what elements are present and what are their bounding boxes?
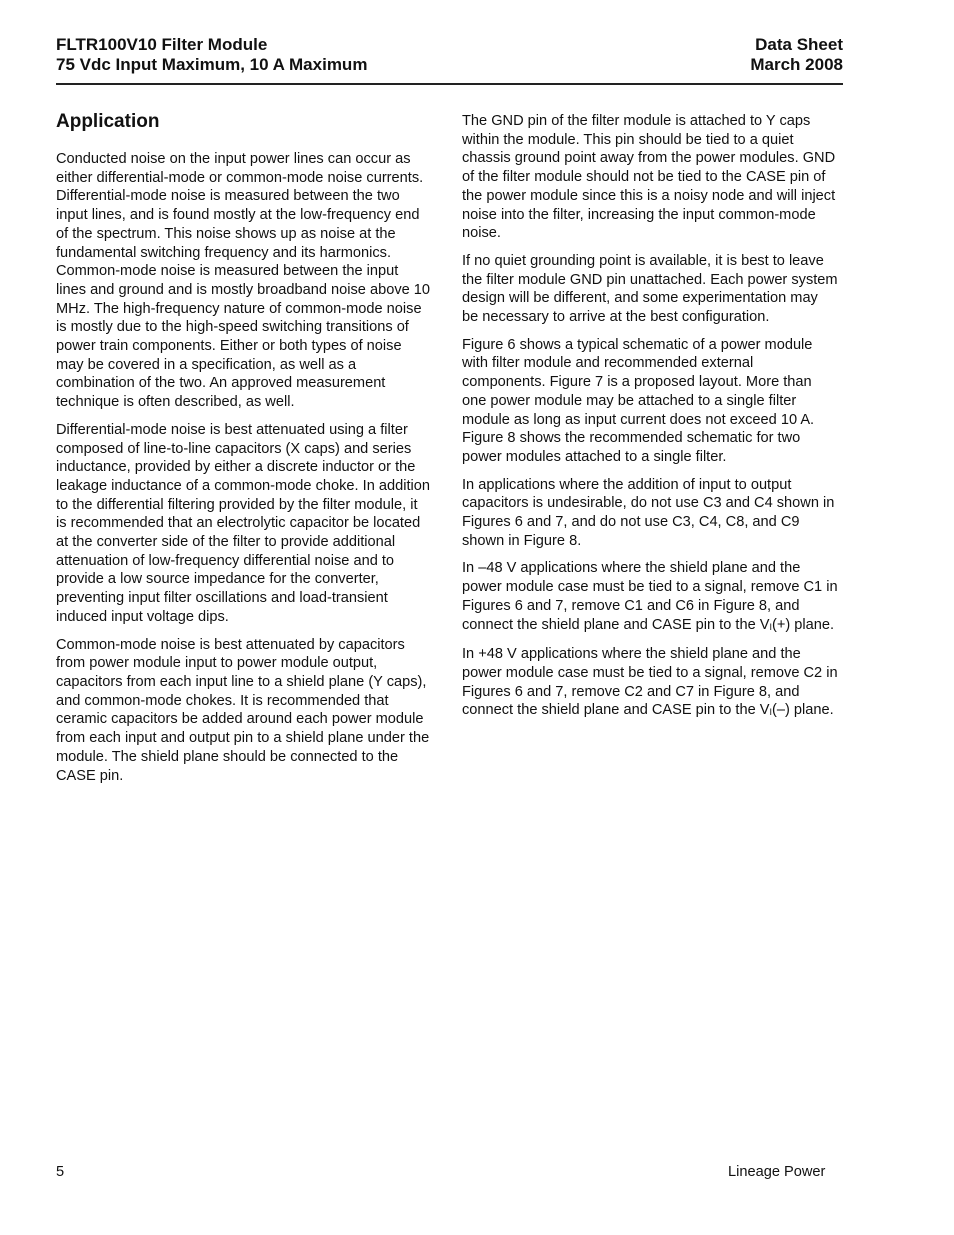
paragraph: Conducted noise on the input power lines can occur as either differential-mode or common-mode noise currents. Differential-mode noise is measured between the two input lines, and is found mostly at the low-frequency end of the spectrum. This noise shows up as noise at the fundamental switching frequency and its harmonics. Common-mode noise is measured between the input lines and ground and is mostly broadband noise above 10 MHz. The high-frequency nature of common-mode noise is mostly due to the high-speed switching transitions of power train components. Either or both types of noise may be covered in a specification, as well as a combination of the two. An approved measurement technique is often described, as well. bbox=[56, 151, 431, 411]
paragraph: If no quiet grounding point is available, it is best to leave the filter module GND pin unattached. Each power system design will be different, and some experimentation may be necessary to arrive at the best configuration. bbox=[462, 252, 838, 326]
header-date: March 2008 bbox=[750, 55, 843, 74]
page-header bbox=[56, 35, 843, 85]
paragraph: Differential-mode noise is best attenuated using a filter composed of line-to-line capacitors (X caps) and series inductance, provided by either a discrete inductor or the leakage inductance of a common-mode choke. In addition to the differential filtering provided by the filter module, it is recommended that an electrolytic capacitor be located at the converter side of the filter to provide additional attenuation of low-frequency differential noise and to provide a low source impedance for the converter, preventing input filter oscillations and load-transient induced input voltage dips. bbox=[56, 421, 430, 625]
text: In –48 V applications where the shield plane and the power module case must be tied to a signal, remove C1 in Figures 6 and 7, remove C1 and C6 in Figure 8, and connect the shield plane and CASE pin to the V bbox=[462, 560, 838, 633]
header-doc-info bbox=[750, 35, 843, 75]
subscript: I bbox=[769, 707, 773, 718]
right-column bbox=[462, 112, 838, 731]
paragraph-negative-48v bbox=[462, 559, 838, 636]
paragraph: The GND pin of the filter module is attached to Y caps within the module. This pin should be tied to a quiet chassis ground point away from the power modules. GND of the filter module should not be tied to the CASE pin of the power module since this is a noisy node and will inject noise into the filter, increasing the input common-mode noise. bbox=[462, 113, 836, 242]
header-doc-type: Data Sheet bbox=[755, 35, 843, 54]
header-title-block bbox=[56, 35, 367, 75]
text: In +48 V applications where the shield plane and the power module case must be tied to a signal, remove C2 in Figures 6 and 7, remove C2 and C7 in Figure 8, and connect the shield plane and CASE pin to the V bbox=[462, 646, 838, 719]
left-column bbox=[56, 110, 432, 794]
section-title: Application bbox=[56, 111, 160, 132]
paragraph: In applications where the addition of input to output capacitors is undesirable, do not use C3 and C4 shown in Figures 6 and 7, and do not use C3, C4, C8, and C9 shown in Figure 8. bbox=[462, 476, 835, 549]
text: (+) plane. bbox=[772, 616, 835, 633]
paragraph-positive-48v bbox=[462, 645, 838, 722]
paragraph: Common-mode noise is best attenuated by capacitors from power module input to power module output, capacitors from each input line to a shield plane (Y caps), and common-mode chokes. It is recommended that ceramic capacitors be added around each power module from each input and output pin to a shield plane under the module. The shield plane should be connected to the CASE pin. bbox=[56, 636, 430, 784]
page-number: 5 bbox=[56, 1164, 65, 1180]
header-product-subtitle: 75 Vdc Input Maximum, 10 A Maximum bbox=[56, 55, 368, 74]
footer-company: Lineage Power bbox=[728, 1164, 826, 1180]
subscript: I bbox=[769, 621, 773, 632]
text: (–) plane. bbox=[772, 702, 834, 719]
paragraph: Figure 6 shows a typical schematic of a power module with filter module and recommended external components. Figure 7 is a proposed layout. More than one power module may be attached to a single filter module as long as input current does not exceed 10 A. Figure 8 shows the recommended schematic for two power modules attached to a single filter. bbox=[462, 336, 815, 465]
header-product-title: FLTR100V10 Filter Module bbox=[56, 35, 268, 54]
